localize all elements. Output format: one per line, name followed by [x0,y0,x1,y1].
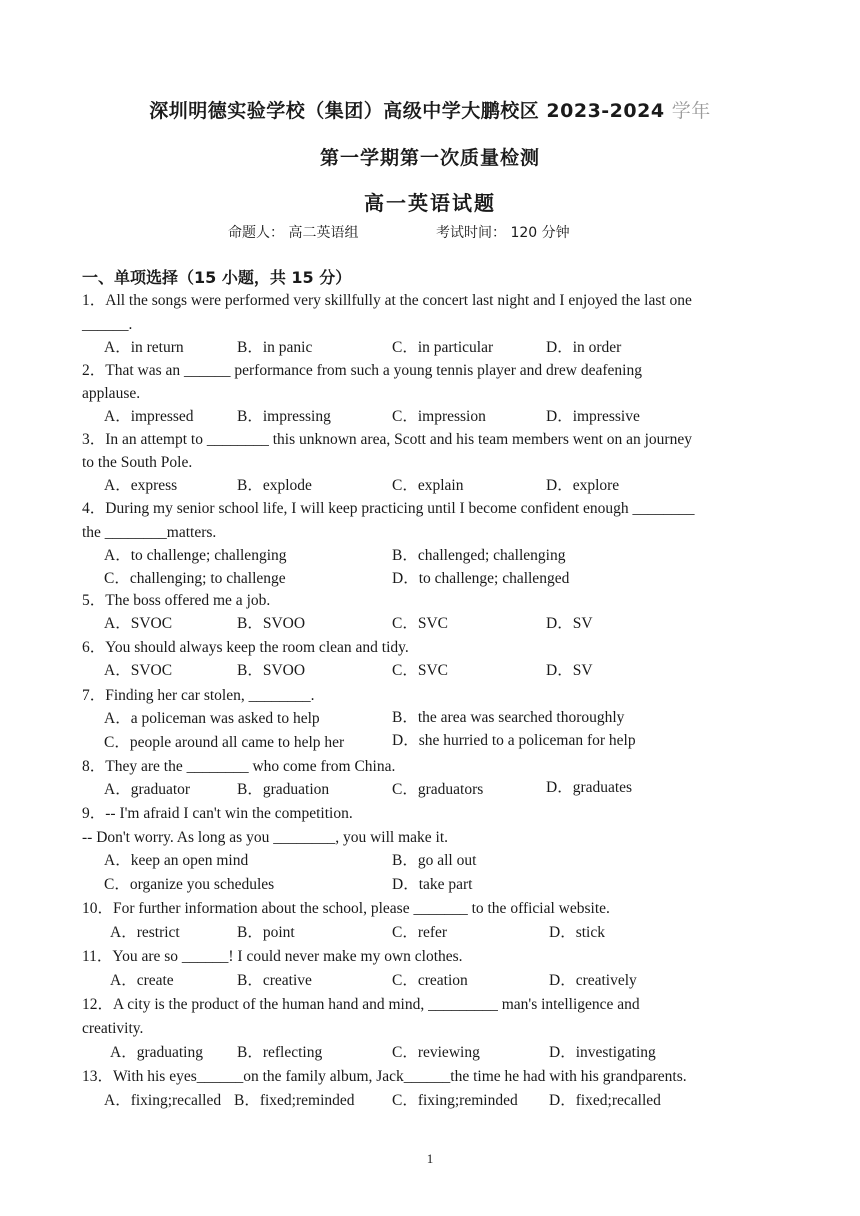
exam-duration: 考试时间： 120 分钟 [436,225,570,241]
question-10-stem: 10．For further information about the school, please _______ to the official website. [82,900,610,917]
q13-option-d: D．fixed;recalled [549,1092,661,1109]
q9-option-d: D．take part [392,876,473,893]
q8-option-c: C．graduators [392,781,484,798]
question-13-stem: 13．With his eyes______on the family album, Jack______the time he had with his grandparents. [82,1068,687,1085]
question-11-stem: 11．You are so ______! I could never make my own clothes. [82,948,463,965]
q5-option-a: A．SVOC [104,615,173,632]
exam-paper-title: 高一英语试题 [364,191,496,215]
question-1-stem: 1．All the songs were performed very skillfully at the concert last night and I enjoyed the last one [82,292,692,309]
q8-option-a: A．graduator [104,781,191,798]
q11-option-c: C．creation [392,972,468,989]
q12-option-d: D．investigating [549,1044,656,1061]
question-5-stem: 5．The boss offered me a job. [82,592,271,609]
q9-option-b: B．go all out [392,852,477,869]
q5-option-c: C．SVC [392,615,448,632]
q2-option-c: C．impression [392,408,486,425]
q4-option-d: D．to challenge; challenged [392,570,570,587]
question-3-stem-cont: to the South Pole. [82,454,193,471]
q11-option-d: D．creatively [549,972,637,989]
question-9-stem-cont: -- Don't worry. As long as you ________, you will make it. [82,829,449,846]
page-number: 1 [426,1151,434,1166]
q4-option-a: A．to challenge; challenging [104,547,287,564]
q3-option-b: B．explode [237,477,312,494]
q2-option-d: D．impressive [546,408,640,425]
q6-option-b: B．SVOO [237,662,306,679]
q2-option-b: B．impressing [237,408,331,425]
question-7-stem: 7．Finding her car stolen, ________. [82,687,315,704]
q4-option-b: B．challenged; challenging [392,547,566,564]
question-4-stem: 4．During my senior school life, I will keep practicing until I become confident enough ________ [82,500,695,517]
q12-option-c: C．reviewing [392,1044,480,1061]
question-8-stem: 8．They are the ________ who come from China. [82,758,396,775]
q6-option-d: D．SV [546,662,593,679]
question-9-stem: 9．-- I'm afraid I can't win the competition. [82,805,353,822]
q11-option-a: A．create [110,972,174,989]
question-12-stem: 12．A city is the product of the human hand and mind, _________ man's intelligence and [82,996,640,1013]
q2-option-a: A．impressed [104,408,194,425]
q7-option-c: C．people around all came to help her [104,734,345,751]
q8-option-d: D．graduates [546,779,633,796]
q12-option-b: B．reflecting [237,1044,323,1061]
q9-option-c: C．organize you schedules [104,876,275,893]
q5-option-b: B．SVOO [237,615,306,632]
q3-option-c: C．explain [392,477,464,494]
q6-option-a: A．SVOC [104,662,173,679]
q10-option-d: D．stick [549,924,605,941]
q10-option-c: C．refer [392,924,448,941]
q4-option-c: C．challenging; to challenge [104,570,286,587]
q1-option-a: A．in return [104,339,184,356]
q3-option-d: D．explore [546,477,620,494]
school-name: 深圳明德实验学校（集团）高级中学大鹏校区 2023-2024 [149,100,672,122]
q10-option-b: B．point [237,924,295,941]
question-3-stem: 3．In an attempt to ________ this unknown area, Scott and his team members went on an journey [82,431,692,448]
question-12-stem-cont: creativity. [82,1020,144,1037]
q10-option-a: A．restrict [110,924,180,941]
q3-option-a: A．express [104,477,178,494]
exam-school-title [0,96,860,123]
q9-option-a: A．keep an open mind [104,852,249,869]
q1-option-d: D．in order [546,339,622,356]
q13-option-b: B．fixed;reminded [234,1092,355,1109]
q7-option-d: D．she hurried to a policeman for help [392,732,636,749]
question-4-stem-cont: the ________matters. [82,524,217,541]
school-year-tail: 学年 [671,100,711,122]
q5-option-d: D．SV [546,615,593,632]
q8-option-b: B．graduation [237,781,330,798]
section-title: 一、单项选择（15 小题，共 15 分） [82,268,352,287]
q11-option-b: B．creative [237,972,312,989]
q12-option-a: A．graduating [110,1044,203,1061]
exam-term-title: 第一学期第一次质量检测 [319,147,540,169]
question-2-stem-cont: applause. [82,385,141,402]
q7-option-b: B．the area was searched thoroughly [392,709,625,726]
q1-option-c: C．in particular [392,339,494,356]
question-6-stem: 6．You should always keep the room clean and tidy. [82,639,409,656]
question-1-stem-cont: ______. [82,316,133,333]
q13-option-c: C．fixing;reminded [392,1092,518,1109]
q6-option-c: C．SVC [392,662,448,679]
q7-option-a: A．a policeman was asked to help [104,710,320,727]
q13-option-a: A．fixing;recalled [104,1092,222,1109]
q1-option-b: B．in panic [237,339,313,356]
question-2-stem: 2．That was an ______ performance from such a young tennis player and drew deafening [82,362,642,379]
question-setter: 命题人： 高二英语组 [228,225,359,241]
